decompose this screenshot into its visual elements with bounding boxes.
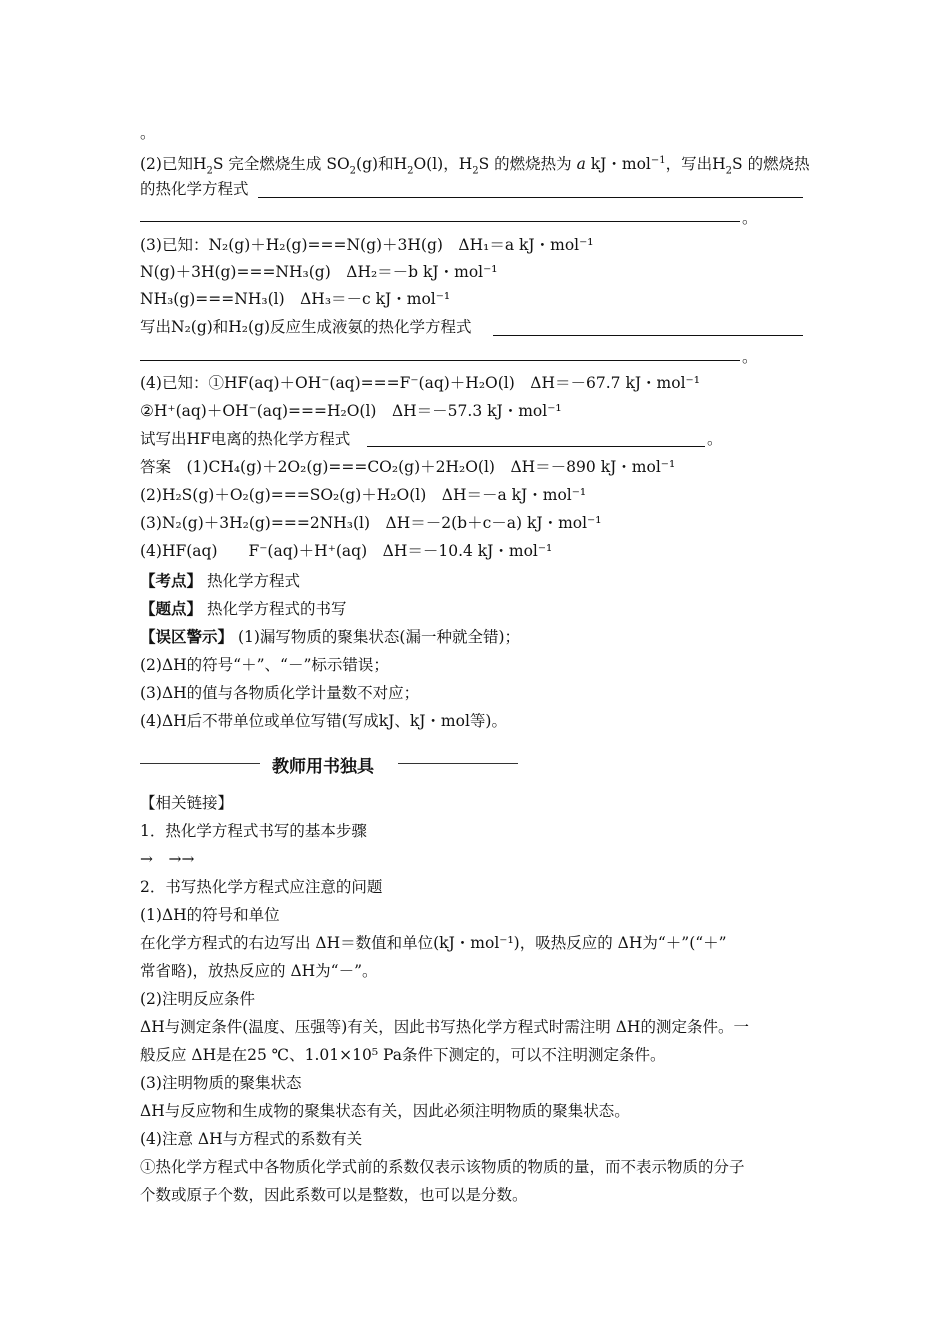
q2-text-b: S 完全燃烧生成 SO bbox=[212, 155, 350, 174]
q2-line2: 的热化学方程式 bbox=[140, 180, 249, 198]
steps-arrows: → →→ bbox=[140, 850, 195, 868]
wuqu-item-1: (1)漏写物质的聚集状态(漏一种就全错)； bbox=[237, 628, 521, 646]
answer-4: (4)HF(aq) F⁻(aq)＋H⁺(aq) ΔH＝－10.4 kJ・mol⁻¹ bbox=[140, 542, 553, 560]
q3-end: 。 bbox=[742, 348, 758, 366]
kaodian-row bbox=[140, 570, 300, 592]
kaodian-value: 热化学方程式 bbox=[206, 572, 300, 590]
q3-blank-2[interactable] bbox=[140, 360, 740, 361]
q2-text-h: S 的燃烧热 bbox=[732, 155, 810, 174]
q2-text-e: S 的燃烧热为 bbox=[478, 155, 572, 174]
answer-2: (2)H₂S(g)＋O₂(g)===SO₂(g)＋H₂O(l) ΔH＝－a kJ・mol⁻¹ bbox=[140, 486, 587, 504]
q2-text-a: (2)已知H bbox=[140, 155, 207, 174]
point-1-line-2: 常省略)，放热反应的 ΔH为“－”。 bbox=[140, 962, 378, 980]
q2-blank-1[interactable] bbox=[258, 197, 803, 198]
q4-line2: ②H⁺(aq)＋OH⁻(aq)===H₂O(l) ΔH＝－57.3 kJ・mol⁻¹ bbox=[140, 402, 562, 420]
wuqu-label: 【误区警示】 bbox=[140, 627, 234, 646]
point-2-line-1: ΔH与测定条件(温度、压强等)有关，因此书写热化学方程式时需注明 ΔH的测定条件。一 bbox=[140, 1018, 749, 1036]
tidian-label: 【题点】 bbox=[140, 599, 203, 618]
wuqu-item-4: (4)ΔH后不带单位或单位写错(写成kJ、kJ・mol等)。 bbox=[140, 712, 507, 730]
teacher-section-header bbox=[0, 752, 950, 776]
q2-sup: −1 bbox=[650, 155, 666, 166]
q2-var-a: a bbox=[576, 155, 586, 174]
header-rule-right bbox=[398, 763, 518, 764]
point-3-line-1: ΔH与反应物和生成物的聚集状态有关，因此必须注明物质的聚集状态。 bbox=[140, 1102, 630, 1120]
q2-text-c: (g)和H bbox=[356, 155, 408, 174]
answer-3: (3)N₂(g)＋3H₂(g)===2NH₃(l) ΔH＝－2(b＋c－a) kJ・mol⁻¹ bbox=[140, 514, 602, 532]
q2-text-f: kJ・mol bbox=[585, 155, 651, 174]
q4-blank[interactable] bbox=[367, 446, 705, 447]
point-1-title: (1)ΔH的符号和单位 bbox=[140, 906, 280, 924]
point-4-line-1: ①热化学方程式中各物质化学式前的系数仅表示该物质的物质的量，而不表示物质的分子 bbox=[140, 1158, 745, 1176]
q3-blank-1[interactable] bbox=[493, 335, 803, 336]
wuqu-item-3: (3)ΔH的值与各物质化学计量数不对应； bbox=[140, 684, 420, 702]
point-4-title: (4)注意 ΔH与方程式的系数有关 bbox=[140, 1130, 363, 1148]
q2-text-g: ，写出H bbox=[665, 155, 726, 174]
q2-blank-2[interactable] bbox=[140, 221, 740, 222]
q2-text-d: O(l)，H bbox=[413, 155, 473, 174]
point-2-title: (2)注明反应条件 bbox=[140, 990, 255, 1008]
point-1-line-1: 在化学方程式的右边写出 ΔH＝数值和单位(kJ・mol⁻¹)，吸热反应的 ΔH为“＋”(“＋” bbox=[140, 934, 727, 952]
point-4-line-2: 个数或原子个数，因此系数可以是整数，也可以是分数。 bbox=[140, 1186, 528, 1204]
q4-line1: (4)已知：①HF(aq)＋OH⁻(aq)===F⁻(aq)＋H₂O(l) ΔH＝－67.7 kJ・mol⁻¹ bbox=[140, 374, 700, 392]
tidian-value: 热化学方程式的书写 bbox=[206, 600, 347, 618]
q3-line2: N(g)＋3H(g)===NH₃(g) ΔH₂＝－b kJ・mol⁻¹ bbox=[140, 263, 498, 281]
kaodian-label: 【考点】 bbox=[140, 571, 203, 590]
top-period: 。 bbox=[140, 124, 156, 142]
section-2-title: 2．书写热化学方程式应注意的问题 bbox=[140, 878, 383, 896]
q4-end: 。 bbox=[707, 430, 723, 448]
q2-end: 。 bbox=[742, 209, 758, 227]
point-3-title: (3)注明物质的聚集状态 bbox=[140, 1074, 302, 1092]
answer-1: 答案 (1)CH₄(g)＋2O₂(g)===CO₂(g)＋2H₂O(l) ΔH＝－890 kJ・mol⁻¹ bbox=[140, 458, 676, 476]
teacher-title: 教师用书独具 bbox=[272, 757, 374, 777]
section-1-title: 1．热化学方程式书写的基本步骤 bbox=[140, 822, 367, 840]
tidian-row bbox=[140, 598, 346, 620]
q3-line1: (3)已知：N₂(g)＋H₂(g)===N(g)＋3H(g) ΔH₁＝a kJ・mol⁻¹ bbox=[140, 236, 594, 254]
q3-line3: NH₃(g)===NH₃(l) ΔH₃＝－c kJ・mol⁻¹ bbox=[140, 290, 451, 308]
point-2-line-2: 般反应 ΔH是在25 ℃、1.01×10⁵ Pa条件下测定的，可以不注明测定条件。 bbox=[140, 1046, 666, 1064]
q2-line1: (2)已知$H_2S$ 完全燃烧生成 $SO_2(g)$和$H_2O(l)$，$H_2S$ 的燃烧热为 a kJ・mol$^{-1}$，写出$H_2S$ 的燃烧热 bbox=[140, 155, 810, 177]
header-rule-left bbox=[140, 763, 260, 764]
wuqu-item-2: (2)ΔH的符号“＋”、“－”标示错误； bbox=[140, 656, 389, 674]
q3-line4: 写出N₂(g)和H₂(g)反应生成液氨的热化学方程式 bbox=[140, 318, 472, 336]
related-link-label: 【相关链接】 bbox=[140, 794, 234, 812]
wuqu-row bbox=[140, 626, 520, 648]
q4-line3: 试写出HF电离的热化学方程式 bbox=[140, 430, 351, 448]
